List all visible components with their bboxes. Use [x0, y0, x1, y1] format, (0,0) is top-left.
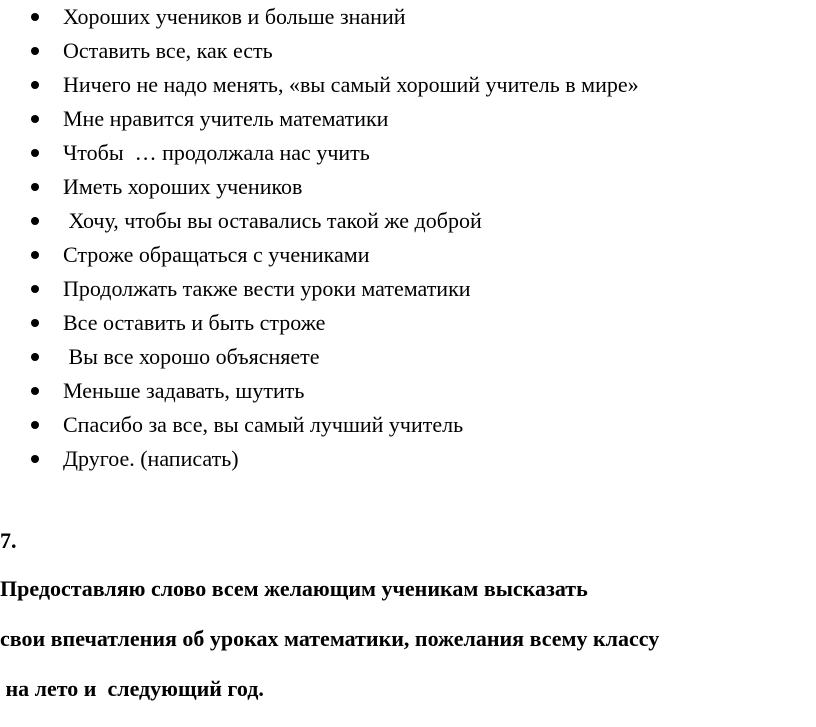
list-item — [0, 374, 305, 408]
bullet-icon — [31, 421, 39, 429]
list-item-text: Все оставить и быть строже — [63, 310, 326, 335]
list-item-text: Другое. (написать) — [63, 446, 239, 471]
list-item-text: Хочу, чтобы вы оставались такой же доброй — [63, 208, 482, 233]
list-item-text: Меньше задавать, шутить — [63, 378, 305, 403]
list-item-text: Вы все хорошо объясняете — [63, 344, 320, 369]
list-item — [0, 442, 239, 476]
bullet-icon — [31, 455, 39, 463]
bullet-icon — [31, 319, 39, 327]
section-text-line: свои впечатления об уроках математики, пожелания всему классу — [0, 626, 660, 651]
bullet-icon — [31, 387, 39, 395]
list-item-text: Спасибо за все, вы самый лучший учитель — [63, 412, 464, 437]
list-item — [0, 272, 471, 306]
list-item — [0, 136, 370, 170]
list-item — [0, 408, 464, 442]
list-item — [0, 170, 303, 204]
list-item-text: Иметь хороших учеников — [63, 174, 303, 199]
list-item-text: Хороших учеников и больше знаний — [63, 4, 406, 29]
list-item — [0, 238, 370, 272]
list-item-text: Продолжать также вести уроки математики — [63, 276, 471, 301]
bullet-icon — [31, 217, 39, 225]
list-item — [0, 34, 273, 68]
bullet-icon — [31, 353, 39, 361]
bullet-icon — [31, 13, 39, 21]
bullet-icon — [31, 47, 39, 55]
list-item — [0, 340, 320, 374]
bullet-icon — [31, 183, 39, 191]
bullet-icon — [31, 285, 39, 293]
list-item-text: Оставить все, как есть — [63, 38, 273, 63]
list-item — [0, 102, 389, 136]
section-number: 7. — [0, 528, 17, 553]
bullet-icon — [31, 149, 39, 157]
list-item-text: Строже обращаться с учениками — [63, 242, 370, 267]
bullet-icon — [31, 81, 39, 89]
list-item-text: Мне нравится учитель математики — [63, 106, 389, 131]
bullet-icon — [31, 251, 39, 259]
list-item-text: Чтобы … продолжала нас учить — [63, 140, 370, 165]
list-item — [0, 204, 482, 238]
list-item — [0, 306, 326, 340]
list-item — [0, 0, 406, 34]
list-item-text: Ничего не надо менять, «вы самый хороший учитель в мире» — [63, 72, 639, 97]
list-item — [0, 68, 639, 102]
section-text-line: на лето и следующий год. — [0, 676, 264, 701]
bullet-icon — [31, 115, 39, 123]
section-text-line: Предоставляю слово всем желающим ученикам высказать — [0, 576, 588, 601]
